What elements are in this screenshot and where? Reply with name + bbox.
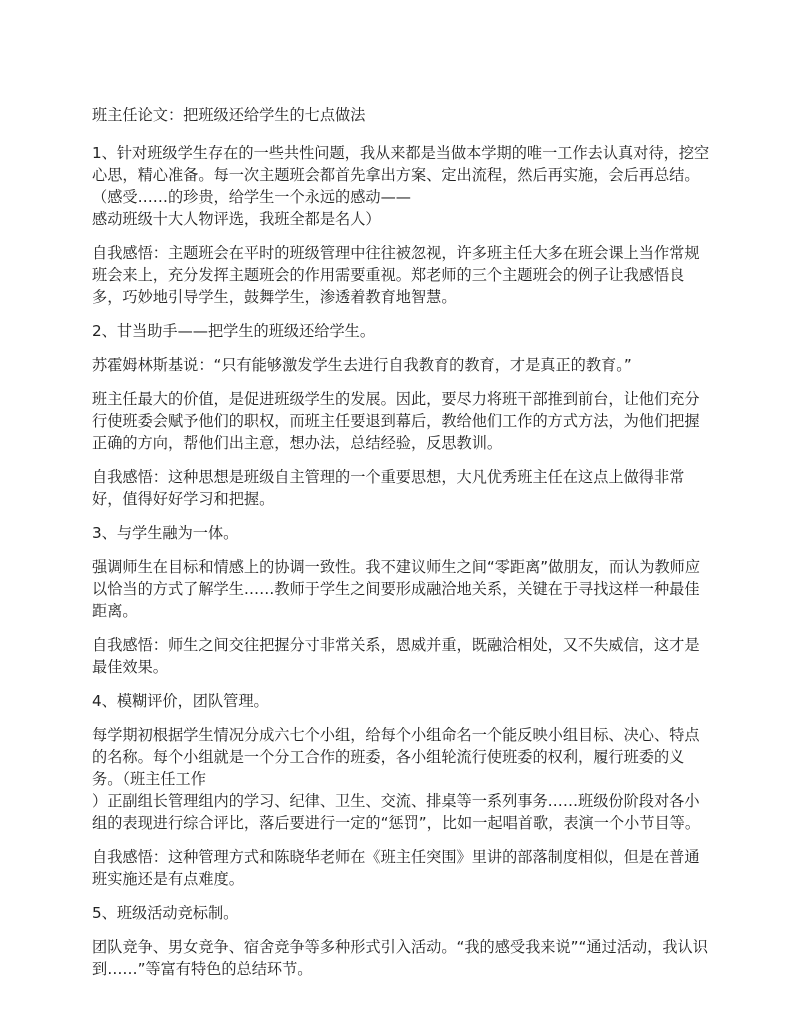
document-page bbox=[92, 104, 710, 992]
paragraph-1 bbox=[92, 142, 710, 230]
paragraph-11-continuation: ）正副组长管理组内的学习、纪律、卫生、交流、排桌等一系列事务……班级份阶段对各小组的表现进行综合评比，落后要进行一定的“惩罚”，比如一起唱首歌，表演一个小节目等。 bbox=[92, 792, 701, 832]
paragraph-10: 4、模糊评价，团队管理。 bbox=[92, 692, 269, 710]
paragraph-1-continuation: 感动班级十大人物评选，我班全都是名人） bbox=[92, 210, 381, 228]
paragraph-11 bbox=[92, 724, 710, 834]
paragraph-14: 团队竞争、男女竞争、宿舍竞争等多种形式引入活动。“我的感受我来说”“通过活动，我认识到……”等富有特色的总结环节。 bbox=[92, 938, 708, 978]
paragraph-6: 自我感悟：这种思想是班级自主管理的一个重要思想，大凡优秀班主任在这点上做得非常好，值得好好学习和把握。 bbox=[92, 468, 685, 508]
paragraph-7: 3、与学生融为一体。 bbox=[92, 524, 239, 542]
paragraph-9: 自我感悟：师生之间交往把握分寸非常关系，恩威并重，既融洽相处，又不失威信，这才是最佳效果。 bbox=[92, 636, 700, 676]
paragraph-3: 2、甘当助手——把学生的班级还给学生。 bbox=[92, 322, 376, 340]
paragraph-5: 班主任最大的价值，是促进班级学生的发展。因此，要尽力将班干部推到前台，让他们充分行使班委会赋予他们的职权，而班主任要退到幕后，教给他们工作的方式方法，为他们把握正确的方向，帮他们出主意，想办法，总结经验，反思教训。 bbox=[92, 390, 700, 452]
paragraph-11-main: 每学期初根据学生情况分成六七个小组，给每个小组命名一个能反映小组目标、决心、特点的名称。每个小组就是一个分工合作的班委，各小组轮流行使班委的权利，履行班委的义务。（班主任工作 bbox=[92, 726, 700, 788]
document-title: 班主任论文：把班级还给学生的七点做法 bbox=[92, 106, 366, 124]
paragraph-1-main: 1、针对班级学生存在的一些共性问题，我从来都是当做本学期的唯一工作去认真对待，挖空心思，精心准备。每一次主题班会都首先拿出方案、定出流程，然后再实施，会后再总结。（感受……的珍贵，给学生一个永远的感动—— bbox=[92, 144, 710, 206]
paragraph-8: 强调师生在目标和情感上的协调一致性。我不建议师生之间“零距离”做朋友，而认为教师应以恰当的方式了解学生……教师于学生之间要形成融洽地关系，关键在于寻找这样一种最佳距离。 bbox=[92, 558, 701, 620]
paragraph-2: 自我感悟：主题班会在平时的班级管理中往往被忽视，许多班主任大多在班会课上当作常规班会来上，充分发挥主题班会的作用需要重视。郑老师的三个主题班会的例子让我感悟良多，巧妙地引导学生，鼓舞学生，渗透着教育地智慧。 bbox=[92, 244, 700, 306]
paragraph-13: 5、班级活动竞标制。 bbox=[92, 904, 239, 922]
paragraph-12: 自我感悟：这种管理方式和陈晓华老师在《班主任突围》里讲的部落制度相似，但是在普通班实施还是有点难度。 bbox=[92, 848, 700, 888]
paragraph-4: 苏霍姆林斯基说：“只有能够激发学生去进行自我教育的教育，才是真正的教育。” bbox=[92, 356, 632, 374]
